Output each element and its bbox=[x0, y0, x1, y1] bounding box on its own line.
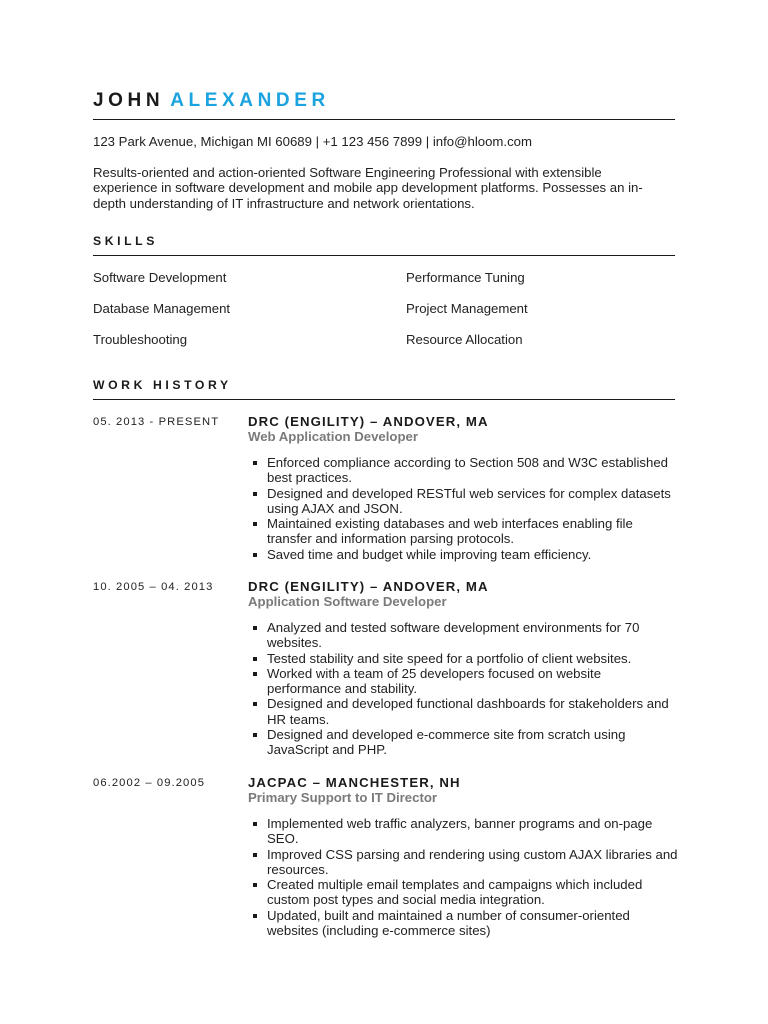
bullet-text: Worked with a team of 25 developers focused on website performance and stability. bbox=[267, 665, 602, 697]
skill-item: Database Management bbox=[93, 301, 231, 316]
skills-divider bbox=[93, 255, 675, 256]
bullet-item bbox=[253, 486, 678, 517]
job-company: JACPAC – MANCHESTER, NH bbox=[248, 775, 461, 790]
bullet-icon bbox=[253, 492, 257, 496]
bullet-item bbox=[253, 516, 678, 547]
bullet-icon bbox=[253, 702, 257, 706]
bullet-text: Designed and developed RESTful web services for complex datasets using AJAX and JSON. bbox=[267, 485, 671, 516]
candidate-name bbox=[93, 90, 330, 112]
bullet-text: Designed and developed e-commerce site from scratch using JavaScript and PHP. bbox=[267, 727, 626, 758]
header-divider bbox=[93, 119, 675, 120]
job-bullets bbox=[253, 455, 678, 562]
work-history-divider bbox=[93, 399, 675, 400]
bullet-text: Maintained existing databases and web interfaces enabling file transfer and information parsing protocols. bbox=[267, 516, 633, 547]
bullet-icon bbox=[253, 672, 257, 676]
contact-line: 123 Park Avenue, Michigan MI 60689 | +1 123 456 7899 | info@hloom.com bbox=[93, 134, 532, 149]
job-bullets bbox=[253, 620, 678, 758]
job-role: Web Application Developer bbox=[248, 429, 419, 444]
first-name: JOHN bbox=[93, 90, 165, 111]
bullet-icon bbox=[253, 657, 257, 661]
bullet-text: Enforced compliance according to Section 508 and W3C established best practices. bbox=[267, 455, 668, 486]
job-role: Application Software Developer bbox=[248, 594, 447, 609]
bullet-icon bbox=[253, 822, 257, 826]
skill-item: Resource Allocation bbox=[406, 332, 523, 347]
bullet-item bbox=[253, 908, 678, 939]
bullet-item bbox=[253, 696, 678, 727]
bullet-icon bbox=[253, 522, 257, 526]
bullet-item bbox=[253, 816, 678, 847]
skill-item: Project Management bbox=[406, 301, 528, 316]
bullet-text: Tested stability and site speed for a portfolio of client websites. bbox=[267, 650, 632, 666]
bullet-item bbox=[253, 666, 678, 697]
bullet-text: Saved time and budget while improving team efficiency. bbox=[267, 546, 592, 562]
job-dates: 05. 2013 - PRESENT bbox=[93, 416, 220, 428]
bullet-item bbox=[253, 877, 678, 908]
job-company: DRC (ENGILITY) – ANDOVER, MA bbox=[248, 414, 489, 429]
bullet-item bbox=[253, 727, 678, 758]
job-dates: 06.2002 – 09.2005 bbox=[93, 777, 206, 789]
work-history-heading: WORK HISTORY bbox=[93, 378, 232, 392]
bullet-icon bbox=[253, 461, 257, 465]
bullet-icon bbox=[253, 733, 257, 737]
skill-item: Performance Tuning bbox=[406, 270, 525, 285]
bullet-text: Updated, built and maintained a number of consumer-oriented websites (including e-commerce sites) bbox=[267, 907, 630, 939]
job-bullets bbox=[253, 816, 678, 938]
bullet-item bbox=[253, 847, 678, 878]
bullet-icon bbox=[253, 914, 257, 918]
bullet-icon bbox=[253, 626, 257, 630]
job-company: DRC (ENGILITY) – ANDOVER, MA bbox=[248, 579, 489, 594]
skill-item: Software Development bbox=[93, 270, 227, 285]
last-name: ALEXANDER bbox=[170, 90, 330, 111]
bullet-item bbox=[253, 455, 678, 486]
bullet-icon bbox=[253, 853, 257, 857]
bullet-text: Implemented web traffic analyzers, banner programs and on-page SEO. bbox=[267, 816, 653, 847]
job-role: Primary Support to IT Director bbox=[248, 790, 438, 805]
bullet-item bbox=[253, 547, 678, 562]
bullet-text: Designed and developed functional dashboards for stakeholders and HR teams. bbox=[267, 696, 669, 727]
bullet-icon bbox=[253, 883, 257, 887]
bullet-item bbox=[253, 620, 678, 651]
bullet-item bbox=[253, 651, 678, 666]
bullet-text: Created multiple email templates and campaigns which included custom post types and social media integration. bbox=[267, 877, 643, 908]
job-dates: 10. 2005 – 04. 2013 bbox=[93, 581, 214, 593]
bullet-text: Analyzed and tested software development environments for 70 websites. bbox=[267, 620, 640, 651]
skills-heading: SKILLS bbox=[93, 234, 158, 248]
professional-summary: Results-oriented and action-oriented Software Engineering Professional with extensible experience in software development and mobile app development platforms. Possesses an in-depth understanding of IT infrastructure and network orientations. bbox=[93, 165, 643, 211]
bullet-text: Improved CSS parsing and rendering using custom AJAX libraries and resources. bbox=[267, 846, 678, 877]
bullet-icon bbox=[253, 553, 257, 557]
skill-item: Troubleshooting bbox=[93, 332, 188, 347]
